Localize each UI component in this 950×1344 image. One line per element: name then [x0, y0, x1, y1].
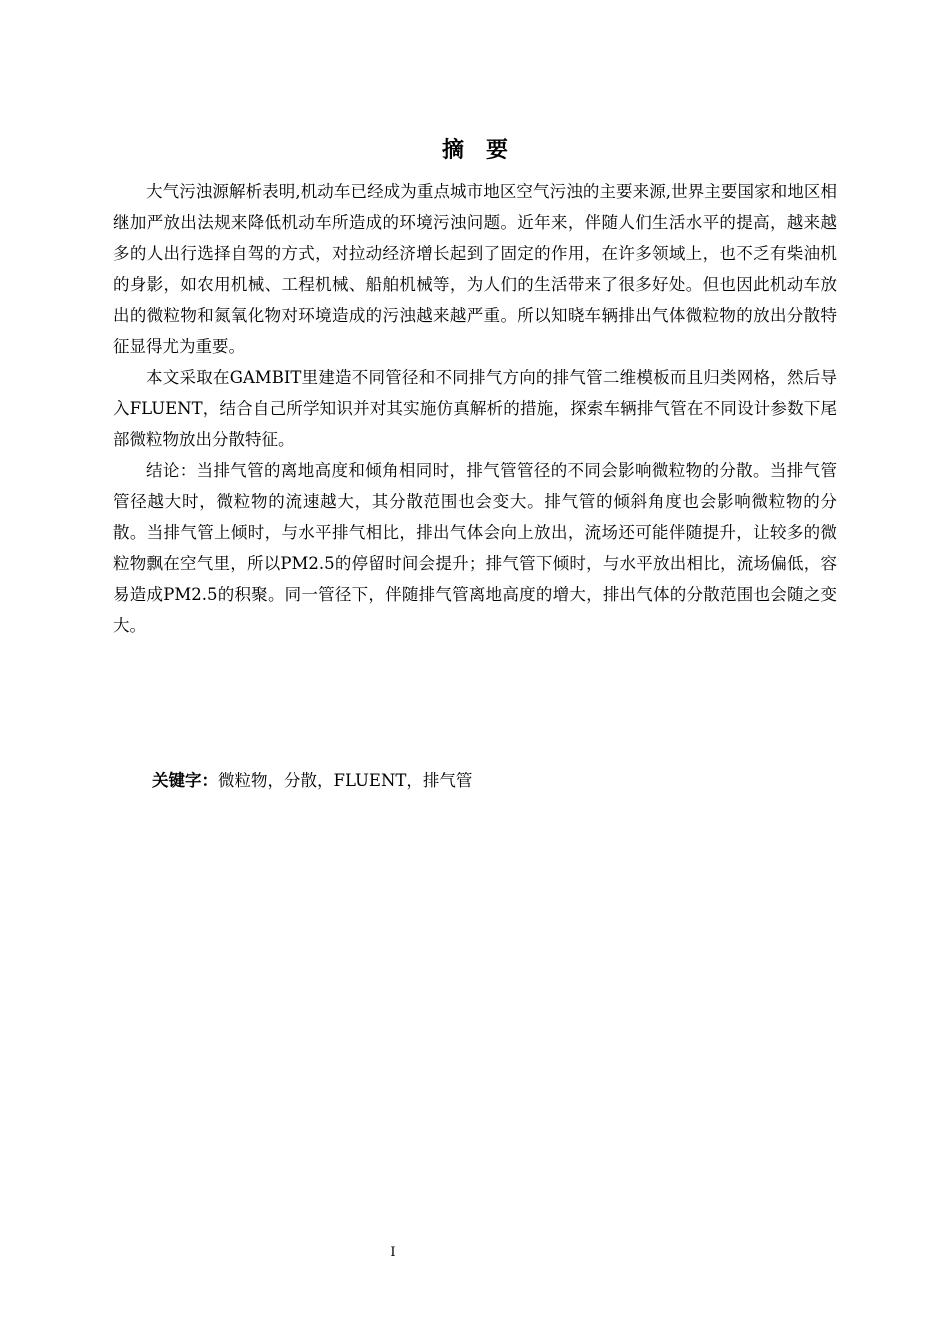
abstract-title: 摘要 — [441, 138, 530, 163]
keywords-list: 微粒物，分散，FLUENT，排气管 — [218, 771, 473, 790]
page-number: I — [390, 1245, 396, 1260]
abstract-body — [113, 176, 837, 641]
abstract-paragraph-conclusion: 结论：当排气管的离地高度和倾角相同时，排气管管径的不同会影响微粒物的分散。当排气管管径越大时，微粒物的流速越大，其分散范围也会变大。排气管的倾斜角度也会影响微粒物的分散。当排气管上倾时，与水平排气相比，排出气体会向上放出，流场还可能伴随提升，让较多的微粒物飘在空气里，所以PM2.5的停留时间会提升；排气管下倾时，与水平放出相比，流场偏低，容易造成PM2.5的积聚。同一管径下，伴随排气管离地高度的增大，排出气体的分散范围也会随之变大。 — [113, 461, 837, 635]
keywords-label: 关键字： — [152, 771, 218, 790]
keywords-line — [152, 765, 832, 796]
abstract-paragraph-method: 本文采取在GAMBIT里建造不同管径和不同排气方向的排气管二维模板而且归类网格，然后导入FLUENT，结合自己所学知识并对其实施仿真解析的措施，探索车辆排气管在不同设计参数下尾部微粒物放出分散特征。 — [113, 368, 837, 449]
abstract-paragraph-background: 大气污浊源解析表明,机动车已经成为重点城市地区空气污浊的主要来源,世界主要国家和地区相继加严放出法规来降低机动车所造成的环境污浊问题。近年来，伴随人们生活水平的提高，越来越多的人出行选择自驾的方式，对拉动经济增长起到了固定的作用，在许多领域上，也不乏有柴油机的身影，如农用机械、工程机械、船舶机械等，为人们的生活带来了很多好处。但也因此机动车放出的微粒物和氮氧化物对环境造成的污浊越来越严重。所以知晓车辆排出气体微粒物的放出分散特征显得尤为重要。 — [113, 182, 837, 356]
